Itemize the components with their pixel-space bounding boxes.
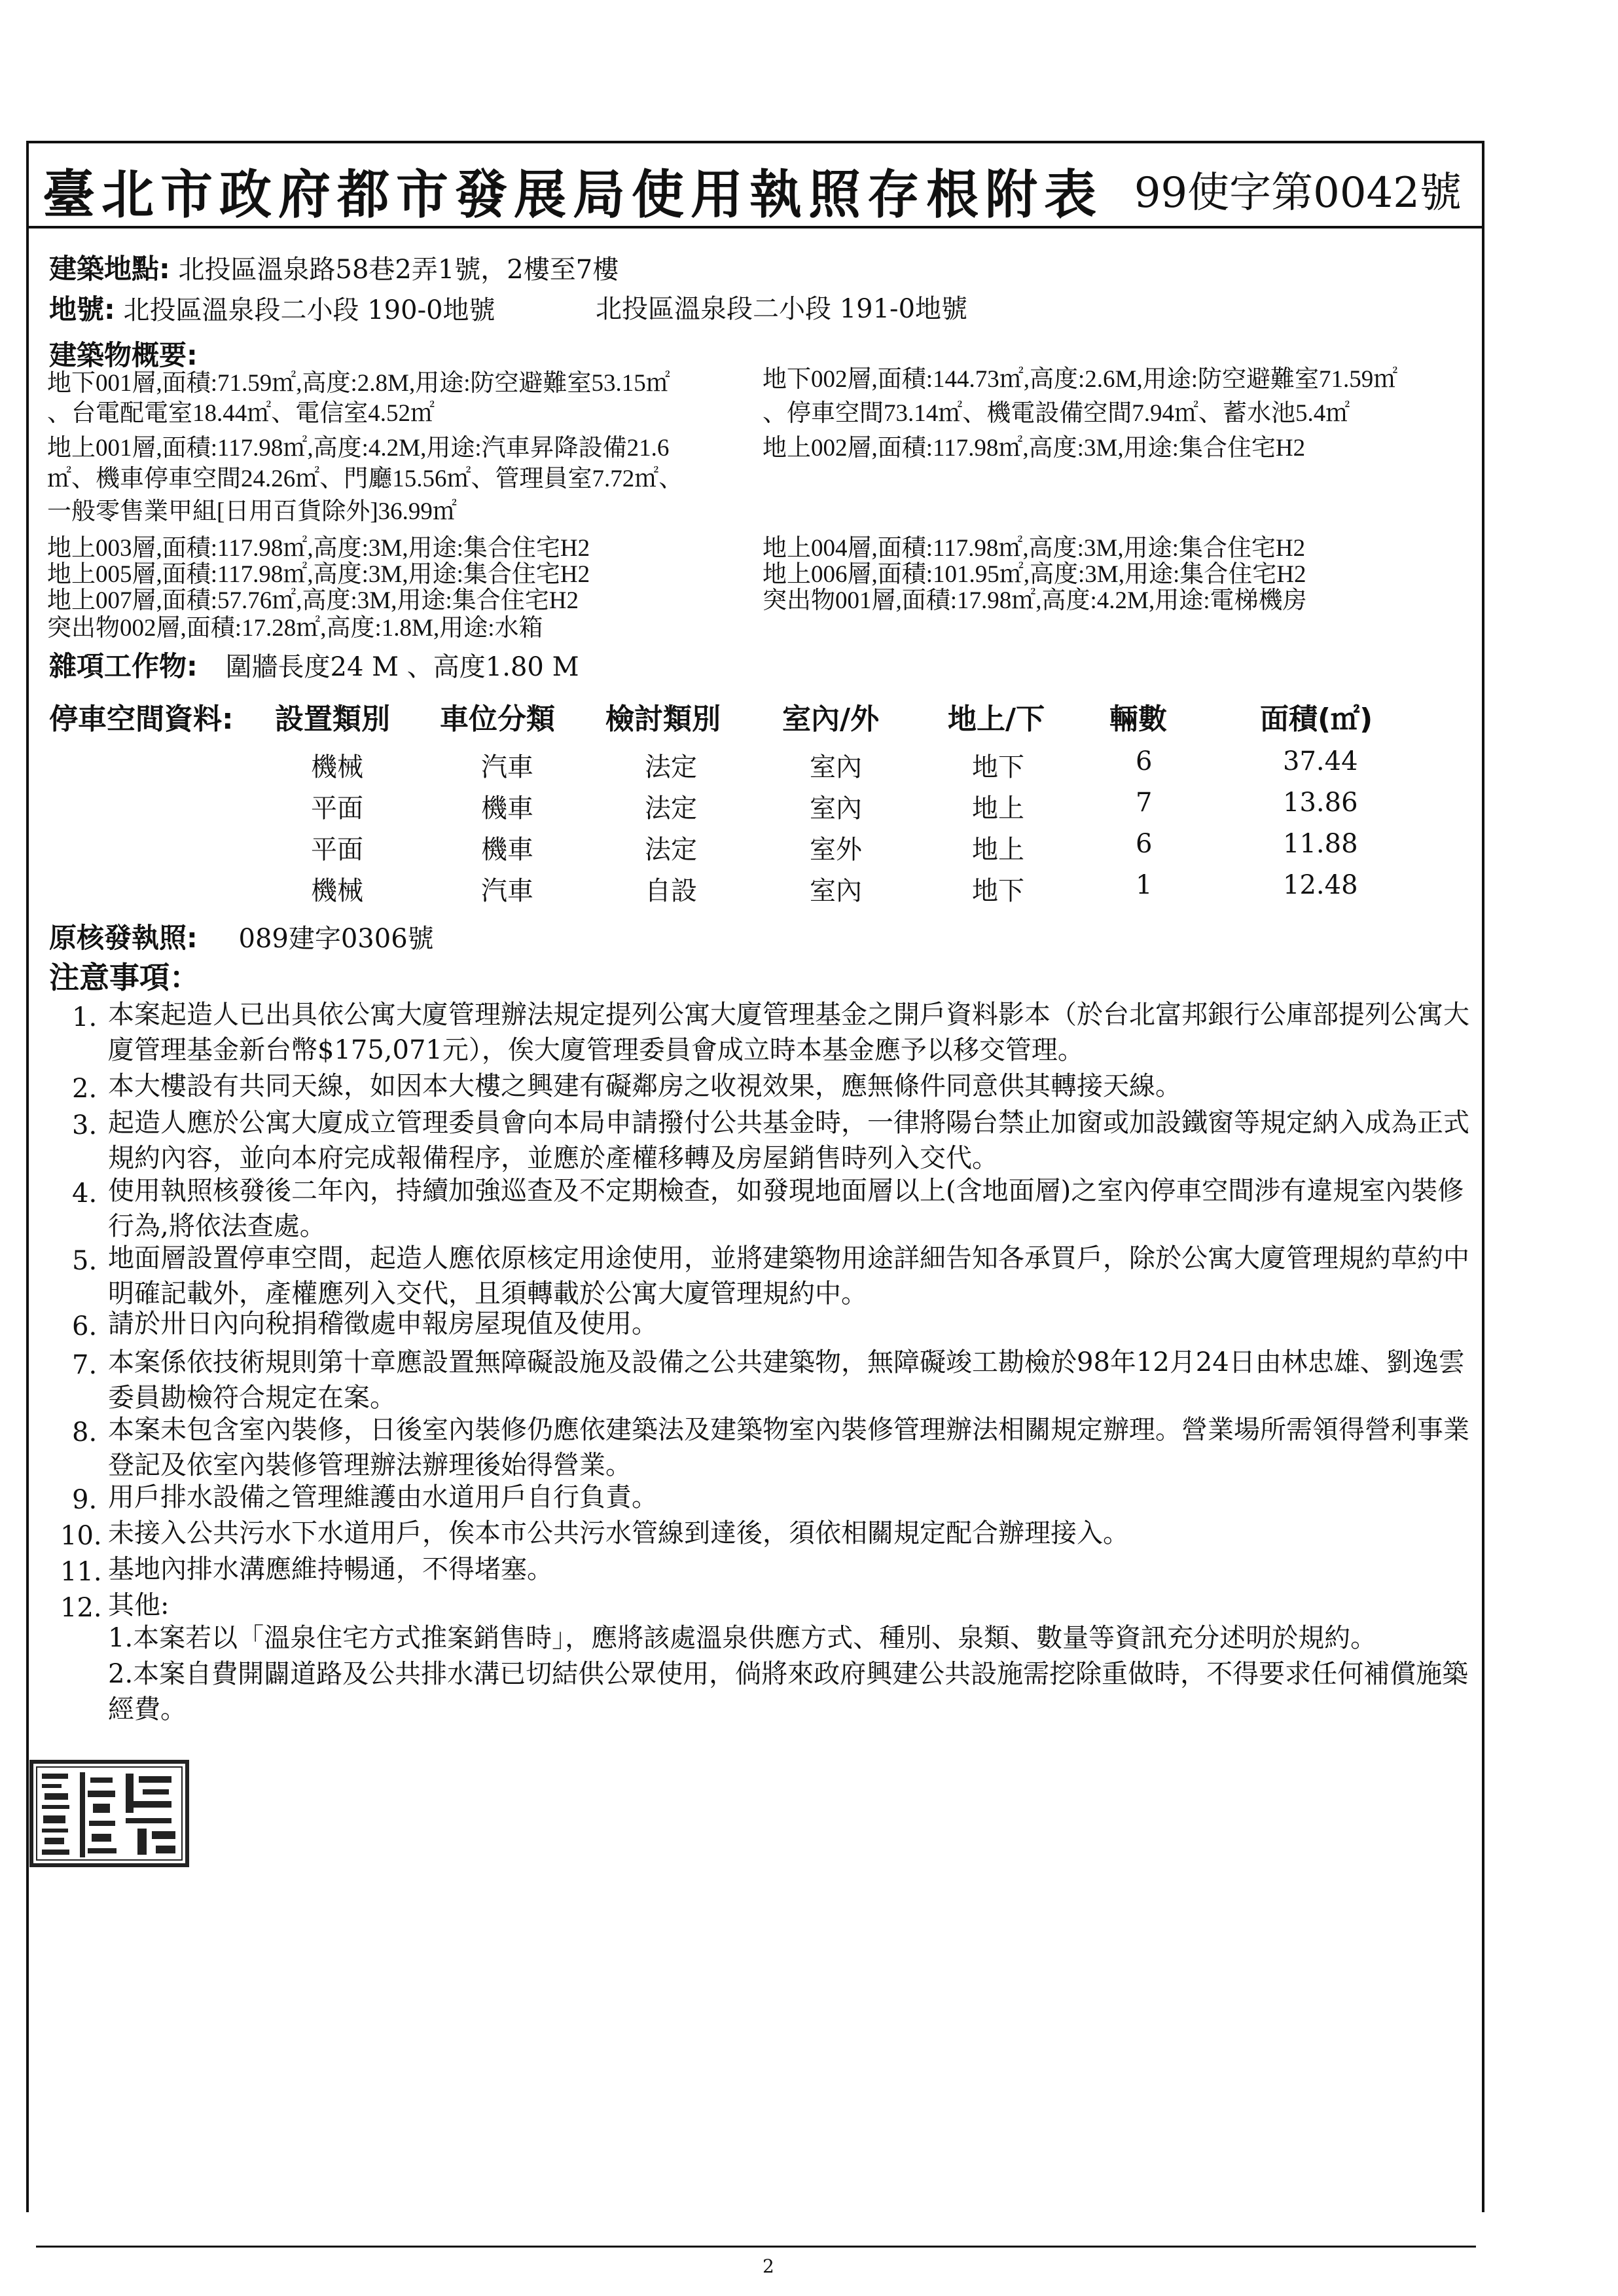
lot-value-2: 北投區溫泉段二小段 191-0地號: [596, 294, 968, 324]
parking-cell: 室內: [810, 752, 862, 782]
parking-cell: 地下: [972, 876, 1024, 906]
note-text: 其他:: [108, 1590, 170, 1620]
parking-cell: 機械: [311, 876, 363, 906]
address-value: 北投區溫泉路58巷2弄1號，2樓至7樓: [178, 255, 619, 285]
parking-header: 設置類別: [275, 702, 390, 736]
parking-cell: 12.48: [1283, 870, 1358, 900]
parking-cell: 地上: [972, 835, 1024, 865]
note-text: 本案未包含室內裝修，日後室內裝修仍應依建築法及建築物室內裝修管理辦法相關規定辦理。營業場所需領得營利事業登記及依室內裝修管理辦法辦理後始得營業。: [108, 1415, 1469, 1480]
misc-value: 圍牆長度24 M 、高度1.80 M: [225, 652, 579, 682]
seal-stamp-icon: [27, 1758, 191, 1869]
document-title: 臺北市政府都市發展局使用執照存根附表: [43, 164, 1103, 225]
lot-label: 地號:: [49, 293, 115, 325]
note-number: 9.: [72, 1485, 98, 1515]
note-text: 用戶排水設備之管理維護由水道用戶自行負責。: [108, 1482, 658, 1512]
overview-right-line: 、停車空間73.14㎡、機電設備空間7.94㎡、蓄水池5.4㎡: [763, 400, 1350, 427]
overview-right-line: 地上004層,面積:117.98㎡,高度:3M,用途:集合住宅H2: [763, 535, 1306, 562]
parking-label: 停車空間資料:: [49, 702, 234, 736]
address-label: 建築地點:: [49, 253, 170, 285]
note-number: 1.: [72, 1002, 98, 1032]
parking-cell: 機械: [311, 752, 363, 782]
note-text: 本案係依技術規則第十章應設置無障礙設施及設備之公共建築物，無障礙竣工勘檢於98年12月24日由林忠雄、劉逸雲委員勘檢符合規定在案。: [108, 1347, 1465, 1413]
permit-label: 原核發執照:: [49, 922, 198, 954]
overview-label: 建築物概要:: [49, 339, 198, 371]
note-text: 本大樓設有共同天線，如因本大樓之興建有礙鄰房之收視效果，應無條件同意供其轉接天線。: [108, 1071, 1181, 1101]
permit-value: 089建字0306號: [238, 924, 434, 954]
lot-row: [49, 295, 495, 325]
notes-label: 注意事項：: [49, 960, 200, 995]
overview-left-line: 地下001層,面積:71.59㎡,高度:2.8M,用途:防空避難室53.15㎡: [47, 370, 670, 397]
overview-left-line: 地上001層,面積:117.98㎡,高度:4.2M,用途:汽車昇降設備21.6: [47, 435, 670, 462]
parking-cell: 自設: [645, 876, 697, 906]
overview-right-line: 地上002層,面積:117.98㎡,高度:3M,用途:集合住宅H2: [763, 435, 1306, 462]
note-number: 7.: [72, 1350, 98, 1380]
overview-left-line: 、台電配電室18.44㎡、電信室4.52㎡: [47, 400, 435, 427]
parking-header: 輛數: [1109, 702, 1167, 736]
parking-cell: 法定: [645, 835, 697, 865]
note-number: 11.: [60, 1557, 102, 1587]
parking-cell: 平面: [311, 793, 363, 824]
parking-cell: 室外: [810, 835, 862, 865]
note-number: 4.: [72, 1178, 98, 1209]
parking-header: 面積(㎡): [1260, 702, 1373, 736]
parking-cell: 室內: [810, 793, 862, 824]
parking-header: 室內/外: [782, 702, 880, 736]
note-text: 起造人應於公寓大廈成立管理委員會向本局申請撥付公共基金時，一律將陽台禁止加窗或加設鐵窗等規定納入成為正式規約內容，並向本府完成報備程序，並應於產權移轉及房屋銷售時列入交代。: [108, 1108, 1469, 1173]
parking-cell: 11.88: [1283, 829, 1358, 859]
parking-header: 地上/下: [948, 702, 1045, 736]
overview-right-line: 地下002層,面積:144.73㎡,高度:2.6M,用途:防空避難室71.59㎡: [763, 366, 1398, 393]
overview-right-line: 地上006層,面積:101.95㎡,高度:3M,用途:集合住宅H2: [763, 561, 1306, 588]
note-text: 使用執照核發後二年內，持續加強巡查及不定期檢查，如發現地面層以上(含地面層)之室內停車空間涉有違規室內裝修行為,將依法查處。: [108, 1176, 1464, 1241]
parking-cell: 室內: [810, 876, 862, 906]
permit-row: [49, 923, 434, 953]
parking-cell: 37.44: [1283, 746, 1358, 776]
overview-left-line: ㎡、機車停車空間24.26㎡、門廳15.56㎡、管理員室7.72㎡、: [47, 465, 683, 492]
overview-right-line: 突出物001層,面積:17.98㎡,高度:4.2M,用途:電梯機房: [763, 587, 1307, 614]
parking-cell: 6: [1136, 746, 1153, 776]
note-text: 本案起造人已出具依公寓大廈管理辦法規定提列公寓大廈管理基金之開戶資料影本（於台北富邦銀行公庫部提列公寓大廈管理基金新台幣$175,071元），俟大廈管理委員會成立時本基金應予以移交管理。: [108, 1000, 1469, 1065]
parking-cell: 機車: [481, 835, 533, 865]
parking-cell: 平面: [311, 835, 363, 865]
parking-cell: 13.86: [1283, 788, 1358, 818]
overview-left-line: 地上003層,面積:117.98㎡,高度:3M,用途:集合住宅H2: [47, 535, 590, 562]
misc-label: 雜項工作物:: [49, 650, 198, 682]
note-text: 基地內排水溝應維持暢通，不得堵塞。: [108, 1554, 553, 1584]
note-number: 8.: [72, 1417, 98, 1448]
note-number: 6.: [72, 1311, 98, 1341]
parking-cell: 機車: [481, 793, 533, 824]
parking-cell: 地下: [972, 752, 1024, 782]
parking-cell: 地上: [972, 793, 1024, 824]
note-subitem: 1.本案若以「溫泉住宅方式推案銷售時」，應將該處溫泉供應方式、種別、泉類、數量等資訊充分述明於規約。: [108, 1623, 1377, 1653]
parking-header: 車位分類: [440, 702, 555, 736]
document-number: 99使字第0042號: [1134, 169, 1462, 217]
note-number: 3.: [72, 1110, 98, 1140]
parking-cell: 法定: [645, 752, 697, 782]
note-number: 5.: [72, 1246, 98, 1276]
misc-row: [49, 651, 579, 682]
note-text: 請於卅日內向稅捐稽徵處申報房屋現值及使用。: [108, 1309, 658, 1339]
lot-value-1: 北投區溫泉段二小段 190-0地號: [123, 295, 495, 325]
bottom-rule: [36, 2246, 1476, 2248]
parking-header: 檢討類別: [605, 702, 721, 736]
address-row: [49, 254, 619, 284]
page-mark: 2: [763, 2255, 774, 2277]
note-number: 10.: [60, 1521, 102, 1551]
note-number: 2.: [72, 1074, 98, 1104]
overview-left-line: 一般零售業甲組[日用百貨除外]36.99㎡: [47, 498, 457, 525]
note-text: 未接入公共污水下水道用戶，俟本市公共污水管線到達後，須依相關規定配合辦理接入。: [108, 1518, 1129, 1548]
parking-cell: 汽車: [481, 876, 533, 906]
title-row: [26, 141, 1484, 228]
overview-left-line: 突出物002層,面積:17.28㎡,高度:1.8M,用途:水箱: [47, 615, 543, 642]
parking-cell: 法定: [645, 793, 697, 824]
overview-left-line: 地上005層,面積:117.98㎡,高度:3M,用途:集合住宅H2: [47, 561, 590, 588]
note-text: 地面層設置停車空間，起造人應依原核定用途使用，並將建築物用途詳細告知各承買戶，除於公寓大廈管理規約草約中明確記載外，產權應列入交代，且須轉載於公寓大廈管理規約中。: [108, 1243, 1469, 1309]
note-subitem: 2.本案自費開闢道路及公共排水溝已切結供公眾使用，倘將來政府興建公共設施需挖除重做時，不得要求任何補償施築經費。: [108, 1659, 1469, 1724]
parking-cell: 7: [1136, 788, 1153, 818]
overview-left-line: 地上007層,面積:57.76㎡,高度:3M,用途:集合住宅H2: [47, 587, 579, 614]
parking-cell: 1: [1136, 870, 1153, 900]
parking-cell: 6: [1136, 829, 1153, 859]
parking-cell: 汽車: [481, 752, 533, 782]
note-number: 12.: [60, 1593, 102, 1623]
